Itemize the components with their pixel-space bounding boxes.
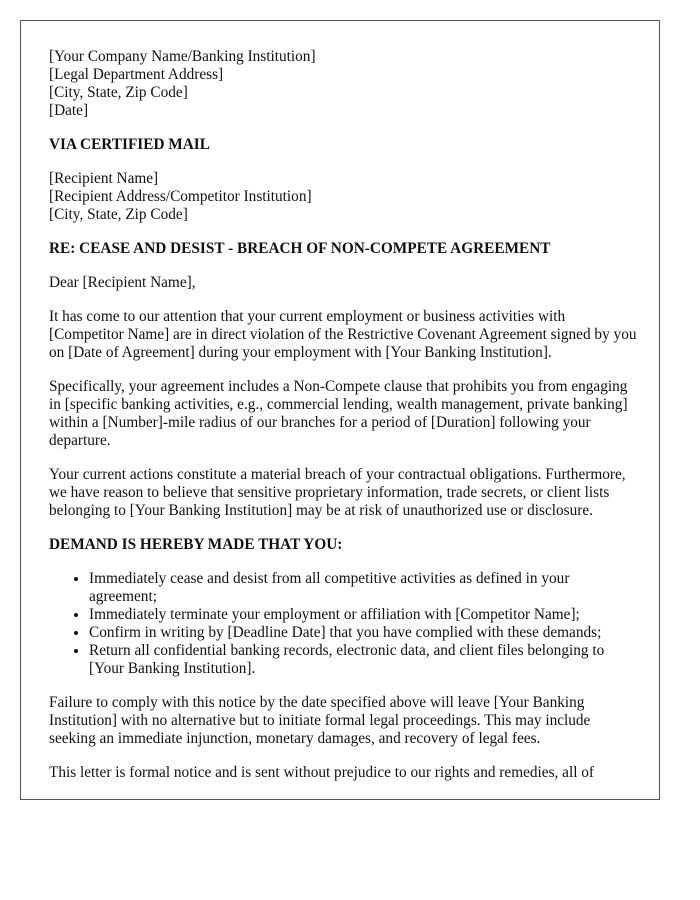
demand-item: • Immediately cease and desist from all competitive activities as defined in your agreement; (89, 570, 639, 606)
demand-item: • Return all confidential banking records, electronic data, and client files belonging to [Your Banking Institution]. (89, 642, 639, 678)
sender-block (49, 48, 639, 120)
delivery-method: VIA CERTIFIED MAIL (49, 136, 210, 153)
subject-line: RE: CEASE AND DESIST - BREACH OF NON-COMPETE AGREEMENT (49, 240, 551, 257)
closing-paragraph: Failure to comply with this notice by the date specified above will leave [Your Banking Institution] with no alternative but to initiate formal legal proceedings. This may include seeking an immediate injunction, monetary damages, and recovery of legal fees. (49, 694, 591, 747)
demand-item: • Immediately terminate your employment or affiliation with [Competitor Name]; (89, 606, 639, 624)
sender-address: [Legal Department Address] (49, 66, 224, 83)
recipient-address: [Recipient Address/Competitor Institution] (49, 188, 312, 205)
demand-heading: DEMAND IS HEREBY MADE THAT YOU: (49, 536, 343, 553)
recipient-block (49, 170, 639, 224)
body-paragraph: It has come to our attention that your current employment or business activities with [Competitor Name] are in direct violation of the Restrictive Covenant Agreement signed by you on [Date of Agreement] during your employment with [Your Banking Institution]. (49, 308, 637, 361)
closing-paragraph: This letter is formal notice and is sent without prejudice to our rights and remedies, all of (49, 764, 595, 781)
sender-city: [City, State, Zip Code] (49, 84, 188, 101)
recipient-city: [City, State, Zip Code] (49, 206, 188, 223)
body-paragraph: Your current actions constitute a material breach of your contractual obligations. Furthermore, we have reason to believe that sensitive proprietary information, trade secrets, or client lists belonging to [Your Banking Institution] may be at risk of unauthorized use or disclosure. (49, 466, 626, 519)
demand-item: • Confirm in writing by [Deadline Date] that you have complied with these demands; (89, 624, 639, 642)
demand-list (49, 570, 639, 678)
salutation: Dear [Recipient Name], (49, 274, 196, 291)
letter-page (20, 20, 660, 800)
recipient-name: [Recipient Name] (49, 170, 159, 187)
letter-body (49, 48, 639, 782)
sender-company: [Your Company Name/Banking Institution] (49, 48, 316, 65)
body-paragraph: Specifically, your agreement includes a Non-Compete clause that prohibits you from engaging in [specific banking activities, e.g., commercial lending, wealth management, private banking] within a [Number]-mile radius of our branches for a period of [Duration] following your departure. (49, 378, 628, 449)
letter-date: [Date] (49, 102, 89, 119)
